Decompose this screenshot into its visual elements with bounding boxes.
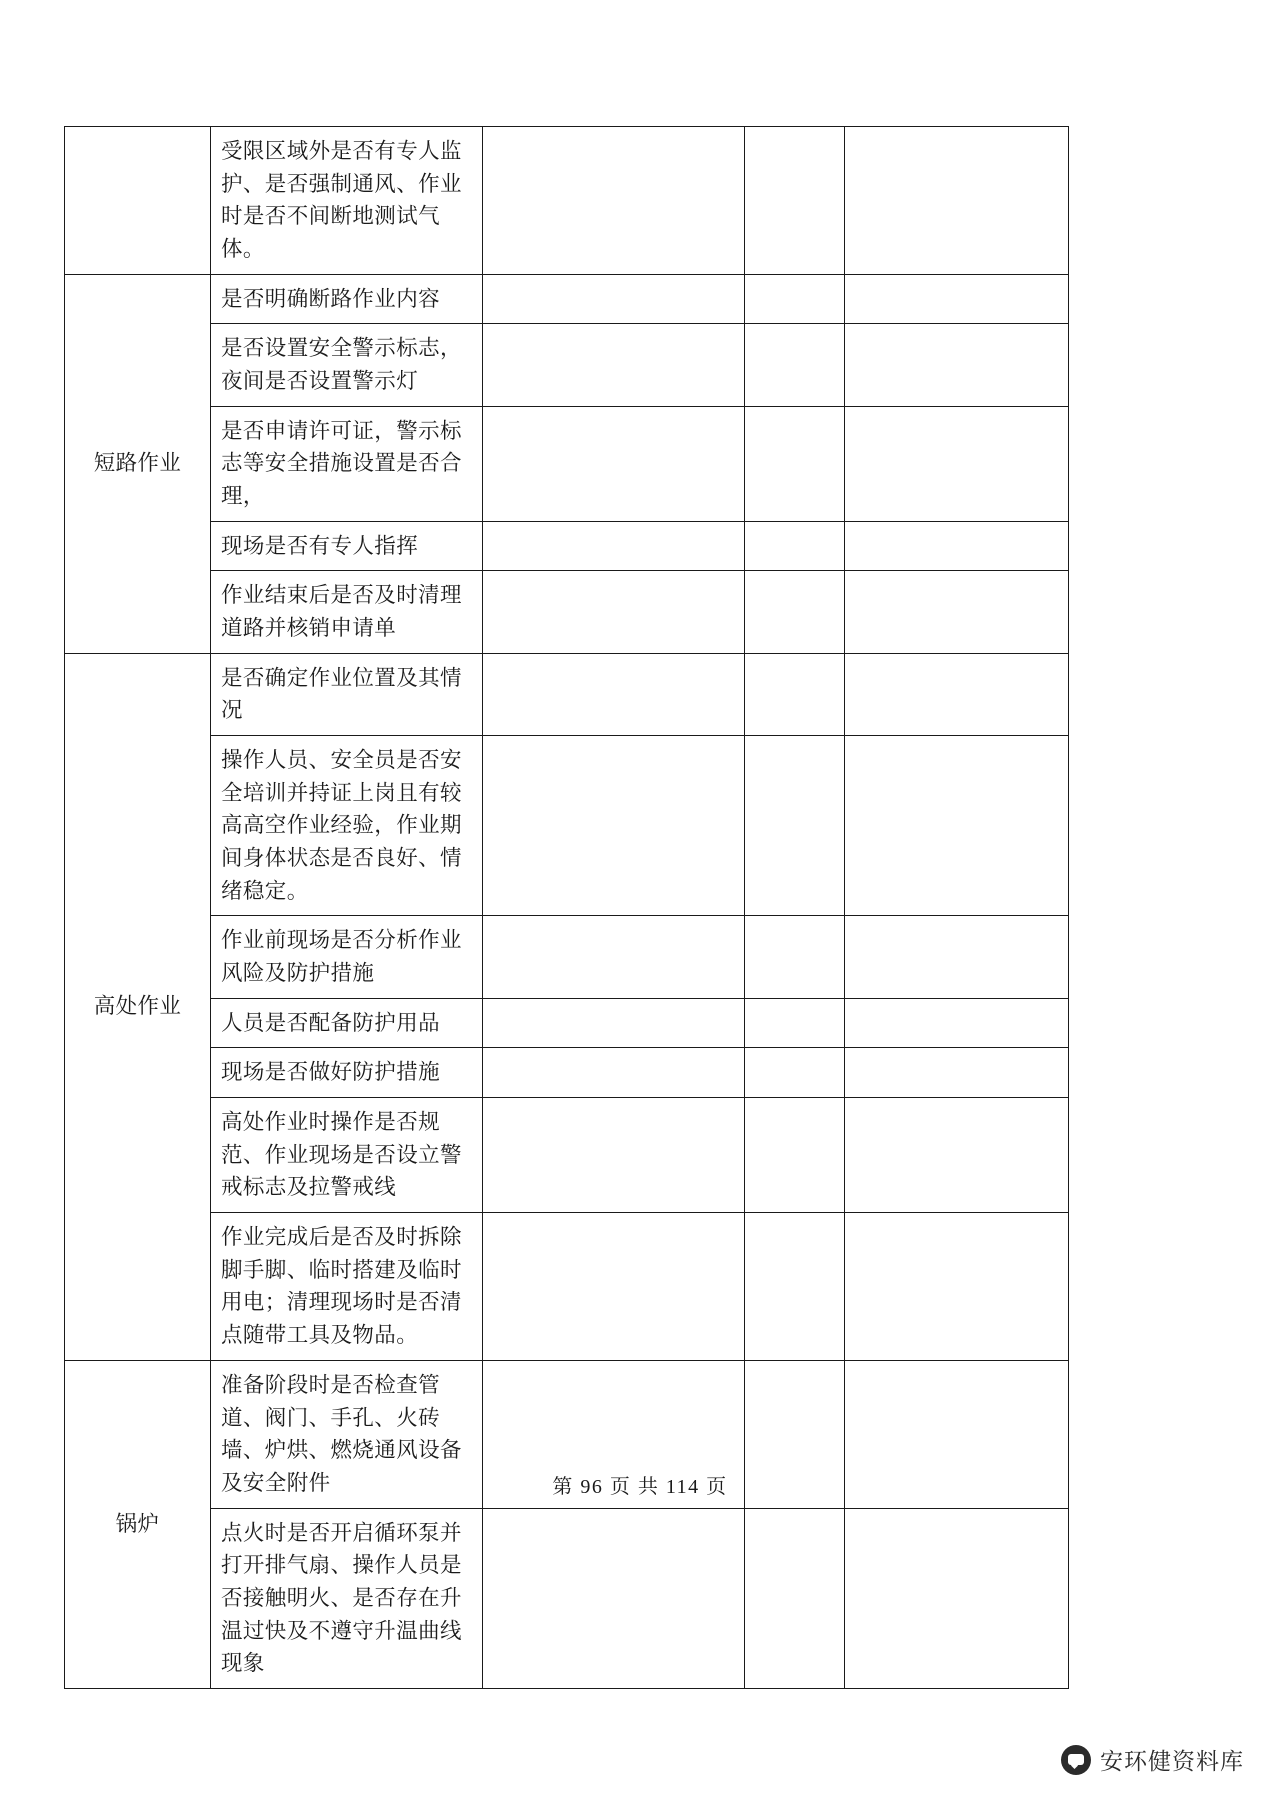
table-row bbox=[65, 571, 1069, 653]
result-cell-1[interactable] bbox=[483, 274, 745, 324]
result-cell-1[interactable] bbox=[483, 1098, 745, 1213]
check-item-cell bbox=[211, 1048, 483, 1098]
table-row bbox=[65, 521, 1069, 571]
check-item-text: 是否明确断路作业内容 bbox=[221, 286, 441, 311]
result-cell-3[interactable] bbox=[845, 998, 1069, 1048]
check-item-text: 点火时是否开启循环泵并打开排气扇、操作人员是否接触明火、是否存在升温过快及不遵守升温曲线现象 bbox=[221, 1520, 462, 1676]
check-item-text: 人员是否配备防护用品 bbox=[221, 1010, 441, 1035]
result-cell-2[interactable] bbox=[745, 736, 845, 916]
watermark-label: 安环健资料库 bbox=[1100, 1748, 1244, 1774]
check-item-cell bbox=[211, 998, 483, 1048]
check-item-text: 作业完成后是否及时拆除脚手脚、临时搭建及临时用电；清理现场时是否清点随带工具及物品。 bbox=[221, 1225, 462, 1348]
result-cell-2[interactable] bbox=[745, 521, 845, 571]
table-row bbox=[65, 324, 1069, 406]
check-item-cell bbox=[211, 274, 483, 324]
category-cell: 高处作业 bbox=[65, 653, 211, 1360]
wechat-official-account-icon bbox=[1061, 1745, 1091, 1775]
table-row bbox=[65, 1213, 1069, 1361]
check-item-text: 是否申请许可证，警示标志等安全措施设置是否合理， bbox=[221, 418, 462, 509]
check-item-text: 是否确定作业位置及其情况 bbox=[221, 665, 462, 723]
result-cell-3[interactable] bbox=[845, 1098, 1069, 1213]
result-cell-3[interactable] bbox=[845, 1508, 1069, 1688]
result-cell-3[interactable] bbox=[845, 127, 1069, 275]
inspection-checklist-table bbox=[64, 126, 1069, 1689]
category-cell: 锅炉 bbox=[65, 1360, 211, 1688]
check-item-text: 受限区域外是否有专人监护、是否强制通风、作业时是否不间断地测试气体。 bbox=[221, 139, 462, 262]
result-cell-1[interactable] bbox=[483, 653, 745, 735]
result-cell-2[interactable] bbox=[745, 274, 845, 324]
table-row bbox=[65, 274, 1069, 324]
check-item-text: 是否设置安全警示标志，夜间是否设置警示灯 bbox=[221, 336, 462, 394]
result-cell-2[interactable] bbox=[745, 571, 845, 653]
result-cell-2[interactable] bbox=[745, 406, 845, 521]
watermark bbox=[1061, 1743, 1244, 1776]
check-item-text: 高处作业时操作是否规范、作业现场是否设立警戒标志及拉警戒线 bbox=[221, 1110, 462, 1200]
result-cell-3[interactable] bbox=[845, 406, 1069, 521]
table-row bbox=[65, 1098, 1069, 1213]
check-item-cell bbox=[211, 521, 483, 571]
check-item-cell bbox=[211, 1098, 483, 1213]
result-cell-1[interactable] bbox=[483, 521, 745, 571]
result-cell-2[interactable] bbox=[745, 653, 845, 735]
check-item-cell bbox=[211, 1508, 483, 1688]
result-cell-2[interactable] bbox=[745, 1213, 845, 1361]
check-item-cell bbox=[211, 127, 483, 275]
result-cell-3[interactable] bbox=[845, 274, 1069, 324]
check-item-text: 准备阶段时是否检查管道、阀门、手孔、火砖墙、炉烘、燃烧通风设备及安全附件 bbox=[221, 1372, 462, 1495]
category-cell: 短路作业 bbox=[65, 274, 211, 653]
table-body bbox=[65, 127, 1069, 1689]
result-cell-3[interactable] bbox=[845, 571, 1069, 653]
result-cell-1[interactable] bbox=[483, 736, 745, 916]
table-row bbox=[65, 736, 1069, 916]
table-row bbox=[65, 127, 1069, 275]
check-item-cell bbox=[211, 916, 483, 998]
category-cell bbox=[65, 127, 211, 275]
result-cell-2[interactable] bbox=[745, 916, 845, 998]
result-cell-1[interactable] bbox=[483, 998, 745, 1048]
result-cell-1[interactable] bbox=[483, 127, 745, 275]
result-cell-1[interactable] bbox=[483, 1048, 745, 1098]
check-item-cell bbox=[211, 406, 483, 521]
page-footer: 第 96 页 共 114 页 bbox=[552, 1476, 728, 1498]
check-item-text: 现场是否做好防护措施 bbox=[221, 1060, 441, 1085]
result-cell-3[interactable] bbox=[845, 736, 1069, 916]
result-cell-3[interactable] bbox=[845, 324, 1069, 406]
result-cell-1[interactable] bbox=[483, 1213, 745, 1361]
table-row bbox=[65, 653, 1069, 735]
result-cell-3[interactable] bbox=[845, 521, 1069, 571]
result-cell-1[interactable] bbox=[483, 324, 745, 406]
check-item-cell bbox=[211, 324, 483, 406]
table-row bbox=[65, 406, 1069, 521]
result-cell-3[interactable] bbox=[845, 1048, 1069, 1098]
result-cell-3[interactable] bbox=[845, 916, 1069, 998]
result-cell-2[interactable] bbox=[745, 1508, 845, 1688]
result-cell-2[interactable] bbox=[745, 127, 845, 275]
check-item-cell bbox=[211, 571, 483, 653]
result-cell-1[interactable] bbox=[483, 916, 745, 998]
result-cell-3[interactable] bbox=[845, 1213, 1069, 1361]
result-cell-2[interactable] bbox=[745, 1048, 845, 1098]
check-item-text: 作业前现场是否分析作业风险及防护措施 bbox=[221, 928, 462, 986]
result-cell-2[interactable] bbox=[745, 324, 845, 406]
table-row bbox=[65, 1508, 1069, 1688]
result-cell-1[interactable] bbox=[483, 571, 745, 653]
table-row bbox=[65, 916, 1069, 998]
check-item-text: 现场是否有专人指挥 bbox=[221, 533, 419, 558]
result-cell-2[interactable] bbox=[745, 998, 845, 1048]
result-cell-2[interactable] bbox=[745, 1098, 845, 1213]
check-item-cell bbox=[211, 1213, 483, 1361]
check-item-text: 作业结束后是否及时清理道路并核销申请单 bbox=[221, 583, 462, 641]
check-item-text: 操作人员、安全员是否安全培训并持证上岗且有较高高空作业经验，作业期间身体状态是否良好、情绪稳定。 bbox=[221, 748, 462, 903]
table-row bbox=[65, 1048, 1069, 1098]
result-cell-1[interactable] bbox=[483, 406, 745, 521]
result-cell-1[interactable] bbox=[483, 1508, 745, 1688]
check-item-cell bbox=[211, 736, 483, 916]
table-row bbox=[65, 998, 1069, 1048]
check-item-cell bbox=[211, 653, 483, 735]
result-cell-3[interactable] bbox=[845, 653, 1069, 735]
